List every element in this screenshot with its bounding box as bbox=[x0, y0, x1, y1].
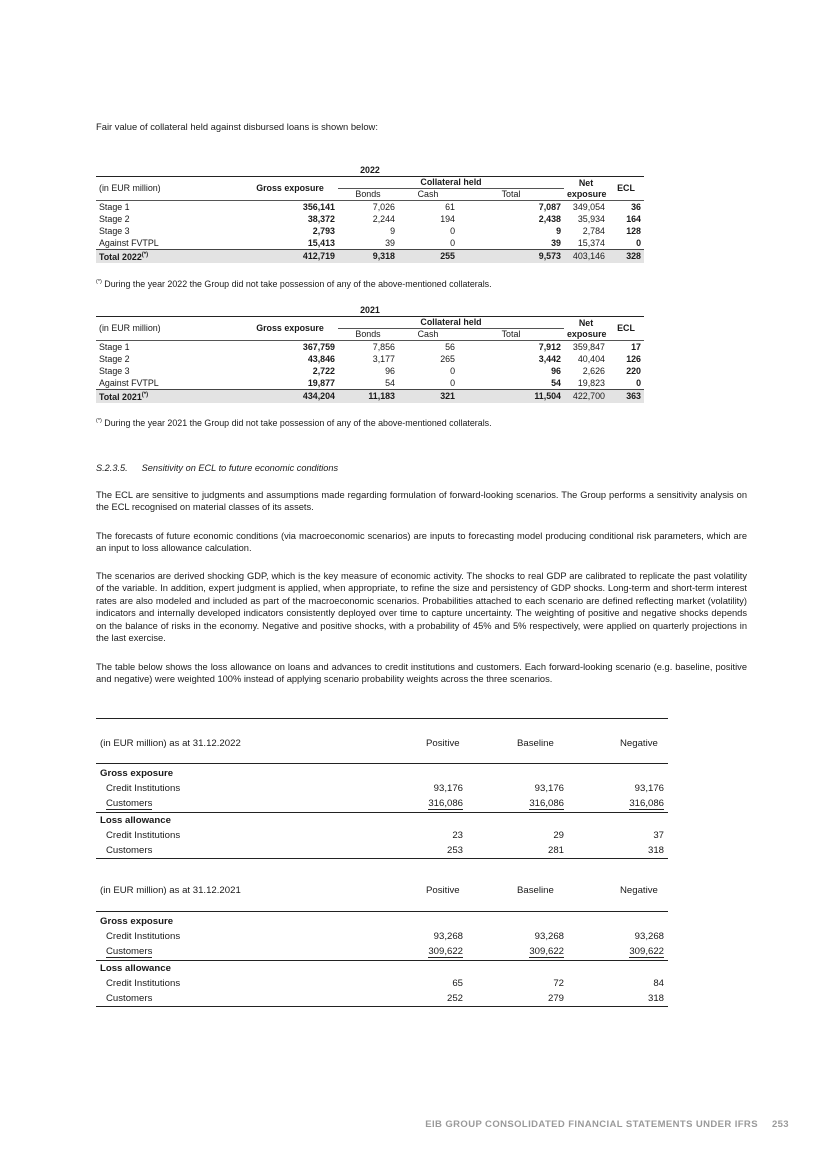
table-row bbox=[96, 993, 668, 1006]
table-row bbox=[96, 946, 668, 959]
row-label: Against FVTPL bbox=[99, 237, 159, 248]
col-positive: Positive bbox=[426, 738, 460, 749]
row-label: Customers bbox=[106, 798, 153, 809]
footnote-2021: (*) During the year 2021 the Group did not take possession of any of the above-mentioned collaterals. bbox=[96, 418, 492, 428]
paragraph: The forecasts of future economic conditions (via macroeconomic scenarios) are inputs to forecasting model producing conditional risk parameters, which are an input to loss allowance calculation. bbox=[96, 531, 747, 554]
paragraph: The scenarios are derived shocking GDP, which is the key measure of economic activity. The shocks to real GDP are calibrated to replicate the past volatility of the variable. In addition, expert judgment is applied, when appropriate, to refine the size and persistency of GDP shocks. Long-term and short-term interest rates are also modeled and included as part of the macroeconomic scenarios. Probabilities attached to each scenario are defined reflecting market (volatility) indicators and internally developed indicators consistently deployed over time to capture uncertainty. The weighting of positive and negative shocks depends on the balance of risks in the economy. Negative and positive shocks, with a probability of 45% and 5% respectively, were applied on quarterly projections in the last exercise. bbox=[96, 571, 747, 644]
bonds-value: 2,244 bbox=[372, 213, 395, 224]
total-value: 9,573 bbox=[458, 250, 564, 263]
page-number: 253 bbox=[771, 1119, 789, 1130]
table-row bbox=[96, 353, 644, 365]
table-year: 2022 bbox=[96, 164, 644, 177]
total-value: 11,504 bbox=[458, 390, 564, 403]
section-label: Loss allowance bbox=[100, 815, 171, 826]
total-label: Total 2022(*) bbox=[96, 250, 242, 263]
cash-header: Cash bbox=[398, 329, 458, 341]
table-row bbox=[96, 783, 668, 796]
gross-value: 15,413 bbox=[307, 237, 335, 248]
gross-value: 367,759 bbox=[302, 341, 335, 352]
net-value: 40,404 bbox=[577, 353, 605, 364]
ecl-value: 363 bbox=[608, 390, 644, 403]
col-positive: Positive bbox=[426, 885, 460, 896]
net-value: 35,934 bbox=[577, 213, 605, 224]
baseline-value: 309,622 bbox=[529, 946, 564, 957]
bonds-header: Bonds bbox=[338, 329, 398, 341]
table-row bbox=[96, 798, 668, 811]
bonds-value: 3,177 bbox=[372, 353, 395, 364]
ecl-value: 17 bbox=[631, 341, 641, 352]
net-value: 403,146 bbox=[564, 250, 608, 263]
table-row bbox=[96, 341, 644, 354]
total-label: Total 2021(*) bbox=[96, 390, 242, 403]
baseline-value: 281 bbox=[547, 845, 564, 856]
net-value: 2,784 bbox=[582, 225, 605, 236]
section-label: Gross exposure bbox=[100, 768, 174, 779]
cash-value: 0 bbox=[450, 225, 455, 236]
table-row bbox=[96, 978, 668, 991]
total-header: Total bbox=[458, 329, 564, 341]
row-label: Stage 1 bbox=[99, 341, 130, 352]
row-label: Stage 3 bbox=[99, 225, 130, 236]
row-label: Stage 3 bbox=[99, 365, 130, 376]
section-label: Gross exposure bbox=[100, 916, 174, 927]
bonds-value: 7,856 bbox=[372, 341, 395, 352]
total-row bbox=[96, 390, 644, 403]
total-value: 7,912 bbox=[538, 341, 561, 352]
baseline-value: 93,176 bbox=[534, 783, 564, 794]
row-label: Against FVTPL bbox=[99, 377, 159, 388]
gross-value: 38,372 bbox=[307, 213, 335, 224]
total-row bbox=[96, 250, 644, 263]
positive-value: 93,268 bbox=[433, 931, 463, 942]
bonds-value: 9 bbox=[390, 225, 395, 236]
collateral-held-header: Collateral held bbox=[338, 317, 564, 329]
table-row bbox=[96, 365, 644, 377]
table-year: 2021 bbox=[96, 304, 644, 317]
positive-value: 23 bbox=[452, 830, 463, 841]
bonds-value: 9,318 bbox=[338, 250, 398, 263]
ecl-value: 0 bbox=[636, 377, 641, 388]
total-value: 96 bbox=[551, 365, 561, 376]
table-row bbox=[96, 237, 644, 250]
negative-value: 93,268 bbox=[634, 931, 664, 942]
bonds-value: 7,026 bbox=[372, 201, 395, 212]
cash-value: 56 bbox=[445, 341, 455, 352]
ecl-value: 126 bbox=[626, 353, 641, 364]
negative-value: 93,176 bbox=[634, 783, 664, 794]
baseline-value: 279 bbox=[547, 993, 564, 1004]
ecl-value: 0 bbox=[636, 237, 641, 248]
gross-value: 356,141 bbox=[302, 201, 335, 212]
gross-value: 412,719 bbox=[242, 250, 338, 263]
negative-value: 37 bbox=[653, 830, 664, 841]
col-baseline: Baseline bbox=[517, 738, 554, 749]
ecl-value: 220 bbox=[626, 365, 641, 376]
negative-value: 318 bbox=[647, 845, 664, 856]
col-label: (in EUR million) bbox=[96, 177, 242, 201]
row-label: Stage 2 bbox=[99, 353, 130, 364]
positive-value: 316,086 bbox=[428, 798, 463, 809]
negative-value: 316,086 bbox=[629, 798, 664, 809]
footnote-2022: (*) During the year 2022 the Group did not take possession of any of the above-mentioned collaterals. bbox=[96, 279, 492, 289]
cash-value: 265 bbox=[440, 353, 455, 364]
cash-value: 0 bbox=[450, 237, 455, 248]
baseline-value: 29 bbox=[553, 830, 564, 841]
section-heading: S.2.3.5. Sensitivity on ECL to future economic conditions bbox=[96, 463, 339, 473]
bonds-value: 39 bbox=[385, 237, 395, 248]
paragraph: The ECL are sensitive to judgments and assumptions made regarding formulation of forward-looking scenarios. The Group performs a sensitivity analysis on the ECL recognised on material classes of its assets. bbox=[96, 490, 747, 513]
negative-value: 318 bbox=[647, 993, 664, 1004]
row-label: Stage 1 bbox=[99, 201, 130, 212]
footer-title: EIB GROUP CONSOLIDATED FINANCIAL STATEMENTS UNDER IFRS bbox=[425, 1119, 758, 1130]
col-negative: Negative bbox=[620, 885, 658, 896]
loss-allowance-table-2021 bbox=[96, 872, 668, 1012]
cash-header: Cash bbox=[398, 189, 458, 201]
positive-value: 252 bbox=[446, 993, 463, 1004]
gross-value: 43,846 bbox=[307, 353, 335, 364]
net-value: 422,700 bbox=[564, 390, 608, 403]
table-row bbox=[96, 201, 644, 214]
negative-value: 84 bbox=[653, 978, 664, 989]
row-label: Customers bbox=[106, 993, 153, 1004]
ecl-header: ECL bbox=[608, 317, 644, 341]
row-label: Credit Institutions bbox=[106, 783, 181, 794]
table-header: (in EUR million) as at 31.12.2021 bbox=[100, 885, 241, 896]
positive-value: 253 bbox=[446, 845, 463, 856]
cash-value: 0 bbox=[450, 377, 455, 388]
baseline-value: 72 bbox=[553, 978, 564, 989]
col-baseline: Baseline bbox=[517, 885, 554, 896]
col-label: (in EUR million) bbox=[96, 317, 242, 341]
positive-value: 93,176 bbox=[433, 783, 463, 794]
cash-value: 0 bbox=[450, 365, 455, 376]
net-value: 15,374 bbox=[577, 237, 605, 248]
table-row bbox=[96, 213, 644, 225]
intro-text: Fair value of collateral held against disbursed loans is shown below: bbox=[96, 121, 378, 132]
total-value: 2,438 bbox=[538, 213, 561, 224]
page-footer bbox=[425, 1119, 789, 1130]
total-value: 3,442 bbox=[538, 353, 561, 364]
table-header: (in EUR million) as at 31.12.2022 bbox=[100, 738, 241, 749]
net-value: 359,847 bbox=[572, 341, 605, 352]
gross-value: 2,722 bbox=[312, 365, 335, 376]
ecl-value: 36 bbox=[631, 201, 641, 212]
table-row bbox=[96, 377, 644, 390]
net-exposure-header: Net bbox=[578, 317, 594, 328]
positive-value: 309,622 bbox=[428, 946, 463, 957]
cash-value: 255 bbox=[398, 250, 458, 263]
ecl-header: ECL bbox=[608, 177, 644, 201]
collateral-table-2021 bbox=[96, 304, 644, 403]
gross-exposure-header: Gross exposure bbox=[242, 177, 338, 201]
cash-value: 194 bbox=[440, 213, 455, 224]
net-value: 349,054 bbox=[572, 201, 605, 212]
net-exposure-header-2: exposure bbox=[564, 189, 608, 201]
section-label: Loss allowance bbox=[100, 963, 171, 974]
bonds-header: Bonds bbox=[338, 189, 398, 201]
table-row bbox=[96, 931, 668, 944]
table-row bbox=[96, 830, 668, 843]
collateral-table-2022 bbox=[96, 164, 644, 263]
bonds-value: 11,183 bbox=[338, 390, 398, 403]
loss-allowance-table-2022 bbox=[96, 718, 668, 858]
net-exposure-header: Net bbox=[578, 177, 594, 188]
total-value: 9 bbox=[556, 225, 561, 236]
ecl-value: 328 bbox=[608, 250, 644, 263]
bonds-value: 96 bbox=[385, 365, 395, 376]
total-header: Total bbox=[458, 189, 564, 201]
paragraph: The table below shows the loss allowance on loans and advances to credit institutions and customers. Each forward-looking scenario (e.g. baseline, positive and negative) were weighted 100% instead of applying scenario probability weights across the three scenarios. bbox=[96, 662, 747, 685]
ecl-value: 164 bbox=[626, 213, 641, 224]
row-label: Credit Institutions bbox=[106, 830, 181, 841]
cash-value: 61 bbox=[445, 201, 455, 212]
negative-value: 309,622 bbox=[629, 946, 664, 957]
gross-value: 19,877 bbox=[307, 377, 335, 388]
net-exposure-header-2: exposure bbox=[564, 329, 608, 341]
gross-value: 434,204 bbox=[242, 390, 338, 403]
positive-value: 65 bbox=[452, 978, 463, 989]
row-label: Customers bbox=[106, 946, 153, 957]
table-row bbox=[96, 845, 668, 858]
table-row bbox=[96, 225, 644, 237]
row-label: Stage 2 bbox=[99, 213, 130, 224]
col-negative: Negative bbox=[620, 738, 658, 749]
row-label: Credit Institutions bbox=[106, 978, 181, 989]
net-value: 2,626 bbox=[582, 365, 605, 376]
cash-value: 321 bbox=[398, 390, 458, 403]
net-value: 19,823 bbox=[577, 377, 605, 388]
total-value: 39 bbox=[551, 237, 561, 248]
row-label: Credit Institutions bbox=[106, 931, 181, 942]
gross-exposure-header: Gross exposure bbox=[242, 317, 338, 341]
bonds-value: 54 bbox=[385, 377, 395, 388]
ecl-value: 128 bbox=[626, 225, 641, 236]
baseline-value: 93,268 bbox=[534, 931, 564, 942]
collateral-held-header: Collateral held bbox=[338, 177, 564, 189]
row-label: Customers bbox=[106, 845, 153, 856]
baseline-value: 316,086 bbox=[529, 798, 564, 809]
gross-value: 2,793 bbox=[312, 225, 335, 236]
total-value: 7,087 bbox=[538, 201, 561, 212]
total-value: 54 bbox=[551, 377, 561, 388]
